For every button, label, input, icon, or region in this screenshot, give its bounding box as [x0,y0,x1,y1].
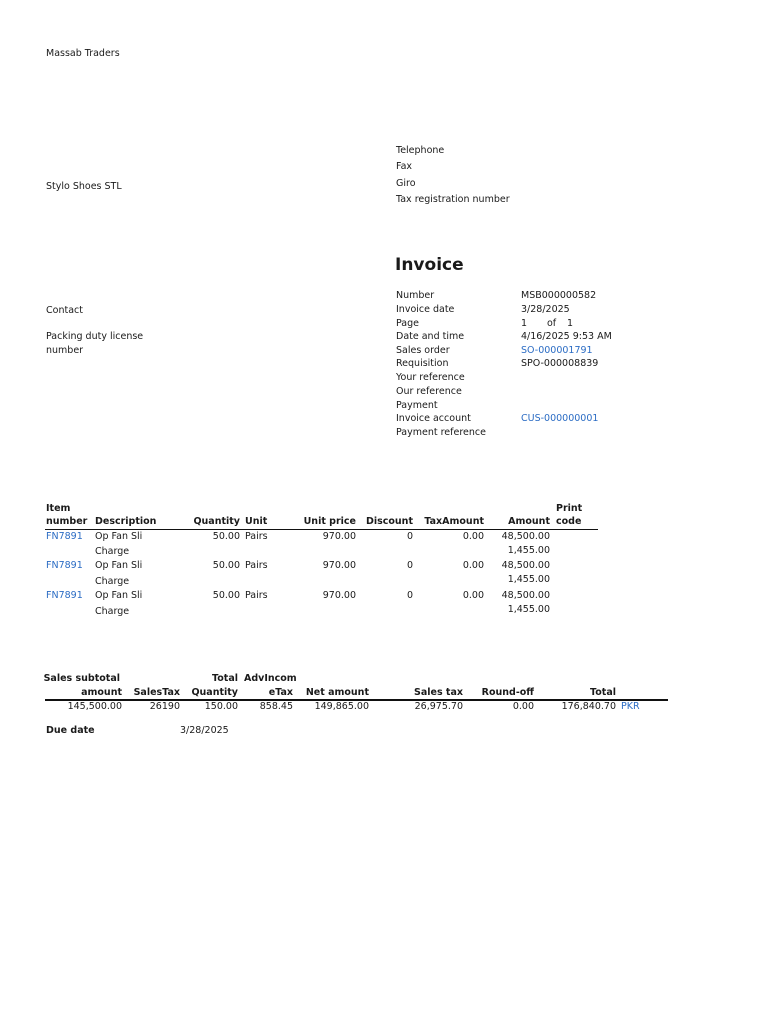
amount-cell: 48,500.00 [501,560,550,571]
col-discount: Discount [365,516,413,527]
company-name: Massab Traders [46,48,120,59]
page-of: of [547,318,557,329]
tax-amount-cell: 0.00 [462,590,484,601]
tax-amount-cell: 0.00 [462,560,484,571]
totals-col-quantity-line1: Total [212,673,238,684]
total-quantity-value: 150.00 [204,701,238,712]
unit-cell: Pairs [245,560,268,571]
col-unit: Unit [245,516,268,527]
invoice-account-label: Invoice account [396,413,471,424]
contact-label: Contact [46,305,83,316]
charge-amount: 1,455.00 [507,604,550,615]
unit-price-cell: 970.00 [322,590,356,601]
sales-tax-value: 26,975.70 [414,701,463,712]
customer-name: Stylo Shoes STL [46,181,122,192]
total-value: 176,840.70 [561,701,616,712]
charge-amount: 1,455.00 [507,545,550,556]
your-reference-label: Your reference [396,372,465,383]
description-cell: Op Fan Sli [95,531,143,542]
col-quantity: Quantity [193,516,240,527]
telephone-label: Telephone [396,145,445,156]
unit-cell: Pairs [245,531,268,542]
discount-cell: 0 [406,560,413,571]
col-print-code-line2: code [556,516,582,527]
payment-reference-label: Payment reference [396,427,486,438]
unit-price-cell: 970.00 [322,531,356,542]
item-number-link[interactable]: FN7891 [46,531,83,542]
totals-col-advincome-line2: eTax [268,687,293,698]
discount-cell: 0 [406,531,413,542]
totals-col-round-off: Round-off [481,687,534,698]
quantity-cell: 50.00 [212,560,240,571]
tax-registration-label: Tax registration number [396,194,510,205]
invoice-date-label: Invoice date [396,304,455,315]
tax-amount-cell: 0.00 [462,531,484,542]
invoice-date-value: 3/28/2025 [521,304,570,315]
page-total: 1 [567,318,574,329]
col-item-number-line1: Item [46,503,71,514]
discount-cell: 0 [406,590,413,601]
amount-cell: 48,500.00 [501,590,550,601]
totals-col-quantity-line2: Quantity [191,687,238,698]
charge-label: Charge [95,546,130,557]
item-number-link[interactable]: FN7891 [46,560,83,571]
amount-cell: 48,500.00 [501,531,550,542]
sales-order-label: Sales order [396,345,450,356]
datetime-label: Date and time [396,331,465,342]
number-value: MSB000000582 [521,290,597,301]
totals-col-subtotal-line2: amount [81,687,122,698]
charge-amount: 1,455.00 [507,574,550,585]
col-print-code-line1: Print [556,503,583,514]
number-label: Number [396,290,435,301]
giro-label: Giro [396,178,416,189]
col-amount: Amount [508,516,550,527]
table-header-divider [45,529,598,530]
page-value: 1 [521,318,528,329]
page-label: Page [396,318,419,329]
round-off-value: 0.00 [512,701,534,712]
quantity-cell: 50.00 [212,531,240,542]
salestax-value: 26190 [149,701,180,712]
quantity-cell: 50.00 [212,590,240,601]
charge-label: Charge [95,576,130,587]
col-tax-amount: TaxAmount [424,516,484,527]
packing-license-label-line1: Packing duty license [46,331,144,342]
totals-col-net-amount: Net amount [305,687,369,698]
due-date-label: Due date [46,725,95,736]
requisition-label: Requisition [396,358,449,369]
description-cell: Op Fan Sli [95,590,143,601]
col-item-number-line2: number [46,516,88,527]
unit-price-cell: 970.00 [322,560,356,571]
col-description: Description [95,516,157,527]
unit-cell: Pairs [245,590,268,601]
datetime-value: 4/16/2025 9:53 AM [521,331,612,342]
advincome-value: 858.45 [259,701,293,712]
totals-col-salestax: SalesTax [133,687,180,698]
totals-col-total: Total [590,687,616,698]
net-amount-value: 149,865.00 [314,701,369,712]
totals-col-subtotal-line1: Sales subtotal [43,673,120,684]
description-cell: Op Fan Sli [95,560,143,571]
currency-link[interactable]: PKR [621,701,640,712]
totals-col-sales-tax: Sales tax [414,687,463,698]
packing-license-label-line2: number [46,345,84,356]
fax-label: Fax [396,161,413,172]
item-number-link[interactable]: FN7891 [46,590,83,601]
sales-order-link[interactable]: SO-000001791 [521,345,593,356]
requisition-value: SPO-000008839 [521,358,599,369]
due-date-value: 3/28/2025 [180,725,229,736]
payment-label: Payment [396,400,438,411]
invoice-title: Invoice [395,255,464,275]
totals-col-advincome-line1: AdvIncom [244,673,297,684]
col-unit-price: Unit price [303,516,356,527]
subtotal-value: 145,500.00 [67,701,122,712]
charge-label: Charge [95,606,130,617]
invoice-account-link[interactable]: CUS-000000001 [521,413,599,424]
our-reference-label: Our reference [396,386,462,397]
